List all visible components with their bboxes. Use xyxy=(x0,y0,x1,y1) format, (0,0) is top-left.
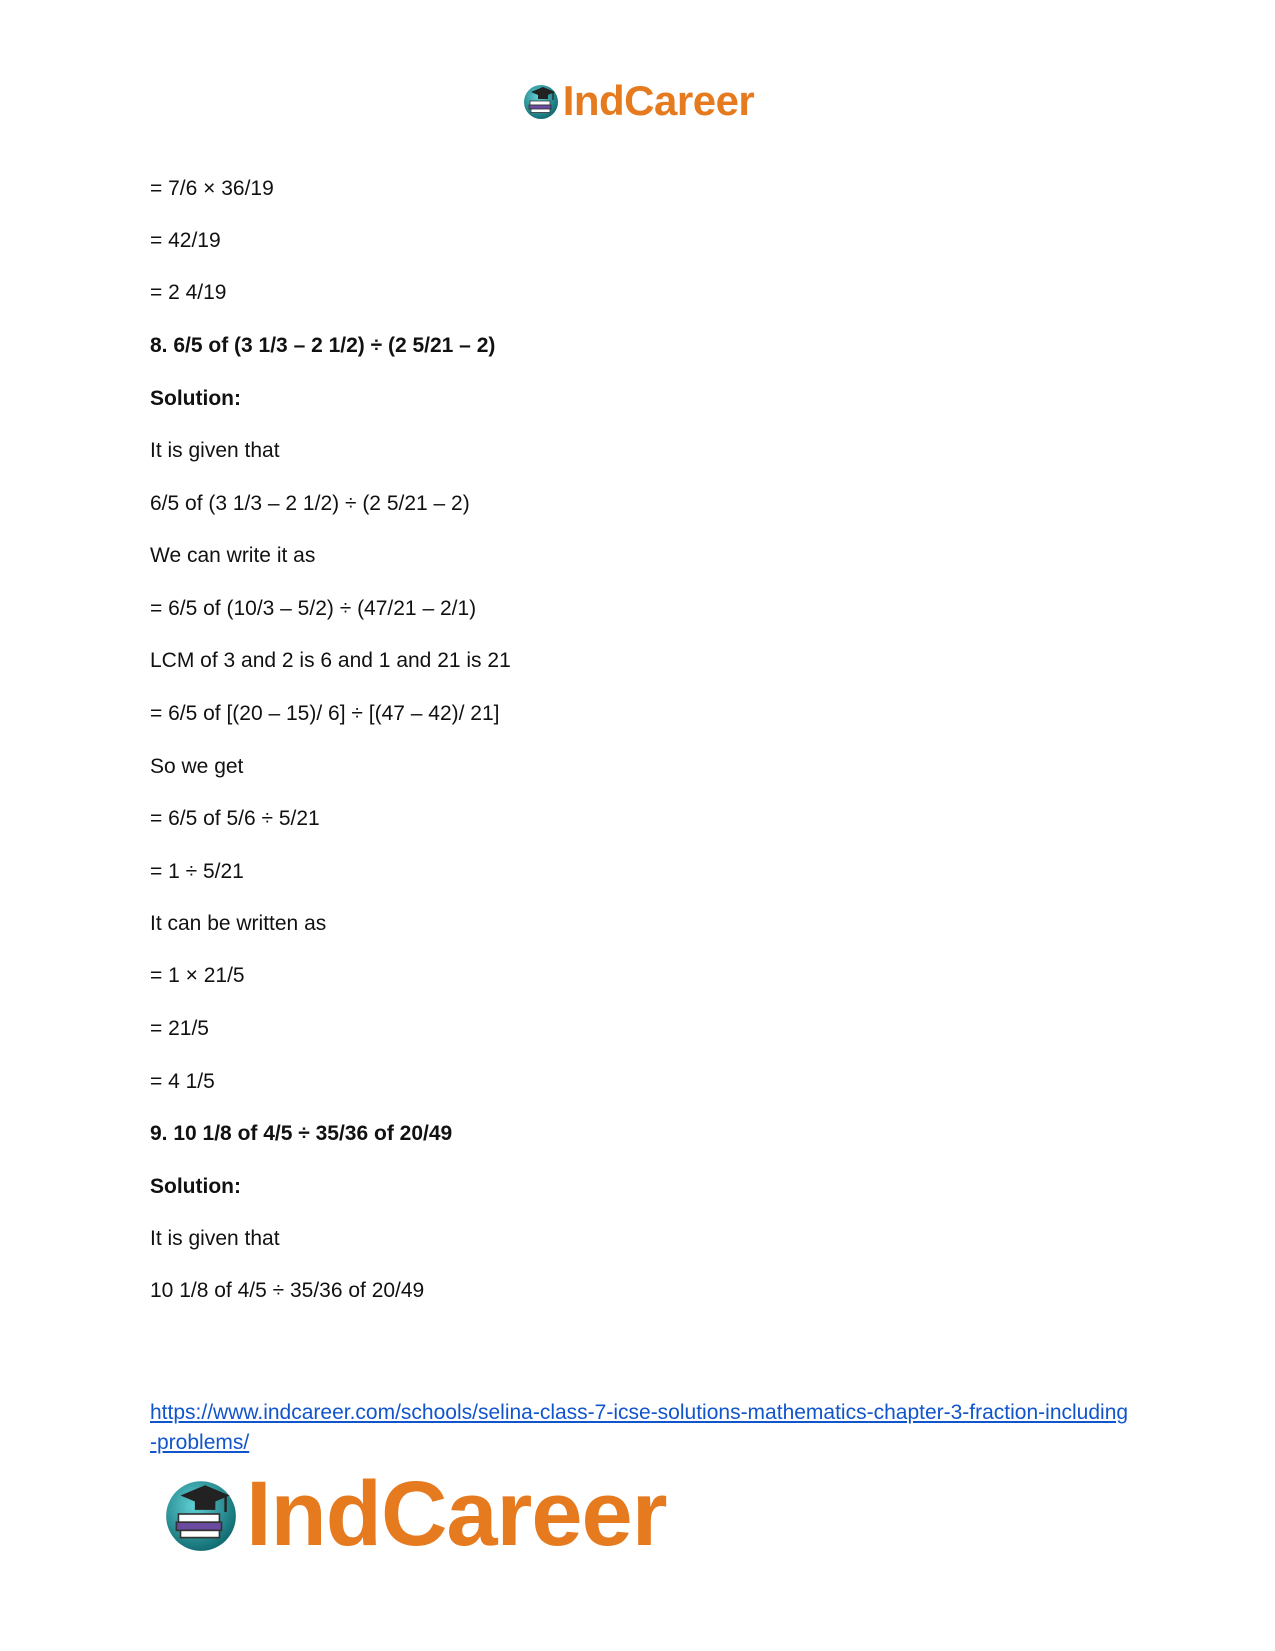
logo-wordmark: IndCareer xyxy=(246,1463,667,1565)
math-step: = 1 × 21/5 xyxy=(150,964,245,987)
math-step: = 6/5 of 5/6 ÷ 5/21 xyxy=(150,807,320,830)
paragraph: It is given that xyxy=(150,439,280,462)
math-step: = 21/5 xyxy=(150,1017,209,1040)
header-logo xyxy=(0,77,1275,124)
math-step: = 4 1/5 xyxy=(150,1070,215,1093)
math-step: = 7/6 × 36/19 xyxy=(150,177,274,200)
logo xyxy=(521,77,755,124)
footer-logo xyxy=(160,1463,667,1565)
math-step: = 2 4/19 xyxy=(150,281,227,304)
math-step: = 6/5 of [(20 – 15)/ 6] ÷ [(47 – 42)/ 21] xyxy=(150,702,500,725)
paragraph: So we get xyxy=(150,755,244,778)
math-step: 6/5 of (3 1/3 – 2 1/2) ÷ (2 5/21 – 2) xyxy=(150,492,470,515)
math-step: = 6/5 of (10/3 – 5/2) ÷ (47/21 – 2/1) xyxy=(150,597,477,620)
math-step: 10 1/8 of 4/5 ÷ 35/36 of 20/49 xyxy=(150,1279,425,1302)
solution-label: Solution: xyxy=(150,387,241,410)
math-step: = 1 ÷ 5/21 xyxy=(150,860,244,883)
source-link[interactable]: https://www.indcareer.com/schools/selina-class-7-icse-solutions-mathematics-chapter-3-fraction-including-problems/ xyxy=(150,1401,1129,1454)
graduation-cap-books-globe-icon xyxy=(160,1473,242,1555)
solution-label: Solution: xyxy=(150,1175,241,1198)
paragraph: LCM of 3 and 2 is 6 and 1 and 21 is 21 xyxy=(150,649,511,672)
graduation-cap-books-globe-icon xyxy=(521,81,561,121)
math-step: = 42/19 xyxy=(150,229,221,252)
paragraph: It is given that xyxy=(150,1227,280,1250)
paragraph: It can be written as xyxy=(150,912,327,935)
paragraph: We can write it as xyxy=(150,544,316,567)
logo-wordmark: IndCareer xyxy=(562,77,755,124)
question-heading: 9. 10 1/8 of 4/5 ÷ 35/36 of 20/49 xyxy=(150,1122,453,1145)
question-heading: 8. 6/5 of (3 1/3 – 2 1/2) ÷ (2 5/21 – 2) xyxy=(150,334,496,357)
